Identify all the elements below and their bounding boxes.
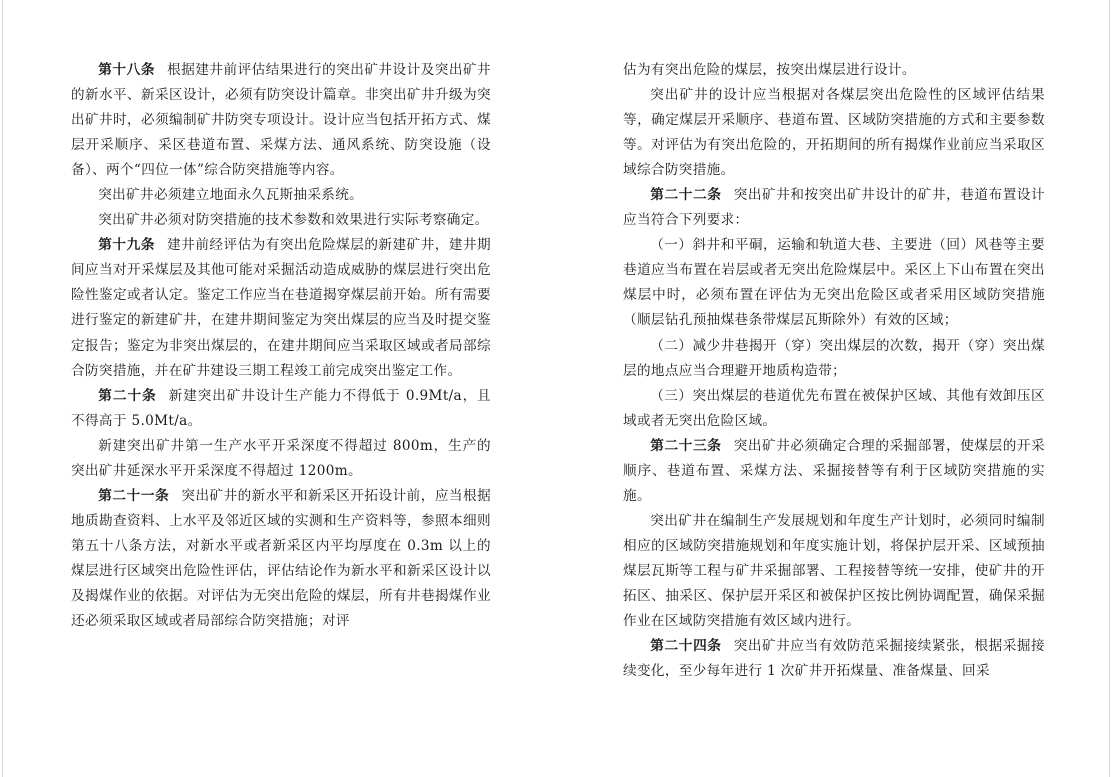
body-paragraph [623, 233, 1045, 333]
paragraph-text: 新建突出矿井设计生产能力不得低于 0.9Mt/a，且不得高于 5.0Mt/a。 [71, 387, 491, 429]
body-paragraph [623, 334, 1045, 384]
body-paragraph [623, 58, 1045, 83]
paragraph-text: 突出矿井必须对防突措施的技术参数和效果进行实际考察确定。 [98, 212, 489, 229]
paragraph-text: 估为有突出危险的煤层，按突出煤层进行设计。 [623, 62, 916, 78]
paragraph-text: 突出矿井必须确定合理的采掘部署，使煤层的开采顺序、巷道布置、采煤方法、采掘接替等有利于区域防突措施的实施。 [623, 437, 1046, 504]
article-heading: 第二十三条 [650, 437, 722, 454]
paragraph-text: 突出矿井和按突出矿井设计的矿井，巷道布置设计应当符合下列要求： [623, 187, 1046, 229]
article-heading: 第十九条 [98, 237, 156, 254]
paragraph-text: 突出矿井在编制生产发展规划和年度生产计划时，必须同时编制相应的区域防突措施规划和年度实施计划，将保护层开采、区域预抽煤层瓦斯等工程与矿井采掘部署、工程接替等统一安排，使矿井的开拓区、抽采区、保护层开采区和被保护区按比例协调配置，确保采掘作业在区域防突措施有效区域内进行。 [623, 512, 1045, 630]
article-heading: 第二十条 [98, 387, 157, 404]
paragraph-text: 新建突出矿井第一生产水平开采深度不得超过 800m，生产的突出矿井延深水平开采深度不得超过 1200m。 [71, 437, 491, 479]
left-text-column [71, 58, 491, 634]
right-text-column [623, 58, 1045, 684]
paragraph-text: 突出矿井必须建立地面永久瓦斯抽采系统。 [98, 187, 364, 204]
paragraph-text: 突出矿井的新水平和新采区开拓设计前，应当根据地质勘查资料、上水平及邻近区域的实测和生产资料等，参照本细则第五十八条方法，对新水平或者新采区内平均厚度在 0.3m 以上的煤层进行区域突出危险性评估，评估结论作为新水平和新采区设计以及揭煤作业的依据。对评估为无突出危险的煤层，所有井巷揭煤作业还必须采取区域或者局部综合防突措施；对评 [71, 487, 492, 630]
paragraph-text: （一）斜井和平硐，运输和轨道大巷、主要进（回）风巷等主要巷道应当布置在岩层或者无突出危险煤层中。采区上下山布置在突出煤层中时，必须布置在评估为无突出危险区或者采用区域防突措施（顺层钻孔预抽煤巷条带煤层瓦斯除外）有效的区域； [623, 237, 1045, 329]
article-paragraph [623, 183, 1045, 233]
page-edge-right [1109, 0, 1110, 777]
paragraph-text: 根据建井前评估结果进行的突出矿井设计及突出矿井的新水平、新采区设计，必须有防突设计篇章。非突出矿井升级为突出矿井时，必须编制矿井防突专项设计。设计应当包括开拓方式、煤层开采顺序、采区巷道布置、采煤方法、通风系统、防突设施（设备）、两个“四位一体”综合防突措施等内容。 [71, 62, 491, 179]
paragraph-text: 建井前经评估为有突出危险煤层的新建矿井，建井期间应当对开采煤层及其他可能对采掘活动造成威胁的煤层进行突出危险性鉴定或者认定。鉴定工作应当在巷道揭穿煤层前开始。所有需要进行鉴定的新建矿井，在建井期间鉴定为突出煤层的应当及时提交鉴定报告；鉴定为非突出煤层的，在建井期间应当采取区域或者局部综合防突措施，并在矿井建设三期工程竣工前完成突出鉴定工作。 [71, 237, 491, 379]
article-paragraph [623, 434, 1045, 509]
body-paragraph [623, 83, 1045, 183]
body-paragraph [623, 384, 1045, 434]
body-paragraph [71, 208, 491, 233]
article-heading: 第二十二条 [650, 187, 722, 204]
article-heading: 第二十四条 [650, 638, 722, 655]
body-paragraph [623, 509, 1045, 634]
paragraph-text: （二）减少井巷揭开（穿）突出煤层的次数，揭开（穿）突出煤层的地点应当合理避开地质构造带； [623, 337, 1045, 379]
body-paragraph [71, 183, 491, 208]
paragraph-text: （三）突出煤层的巷道优先布置在被保护区域、其他有效卸压区域或者无突出危险区域。 [623, 387, 1045, 429]
paragraph-text: 突出矿井应当有效防范采掘接续紧张，根据采掘接续变化，至少每年进行 1 次矿井开拓煤量、准备煤量、回采 [623, 638, 1046, 680]
article-heading: 第十八条 [98, 62, 156, 78]
article-paragraph [71, 233, 491, 383]
article-heading: 第二十一条 [98, 487, 170, 504]
page-edge-left [2, 0, 3, 777]
paragraph-text: 突出矿井的设计应当根据对各煤层突出危险性的区域评估结果等，确定煤层开采顺序、巷道布置、区域防突措施的方式和主要参数等。对评估为有突出危险的，开拓期间的所有揭煤作业前应当采取区域综合防突措施。 [623, 87, 1045, 179]
article-paragraph [623, 634, 1045, 684]
body-paragraph [71, 434, 491, 484]
article-paragraph [71, 384, 491, 434]
article-paragraph [71, 484, 491, 634]
article-paragraph [71, 58, 491, 183]
